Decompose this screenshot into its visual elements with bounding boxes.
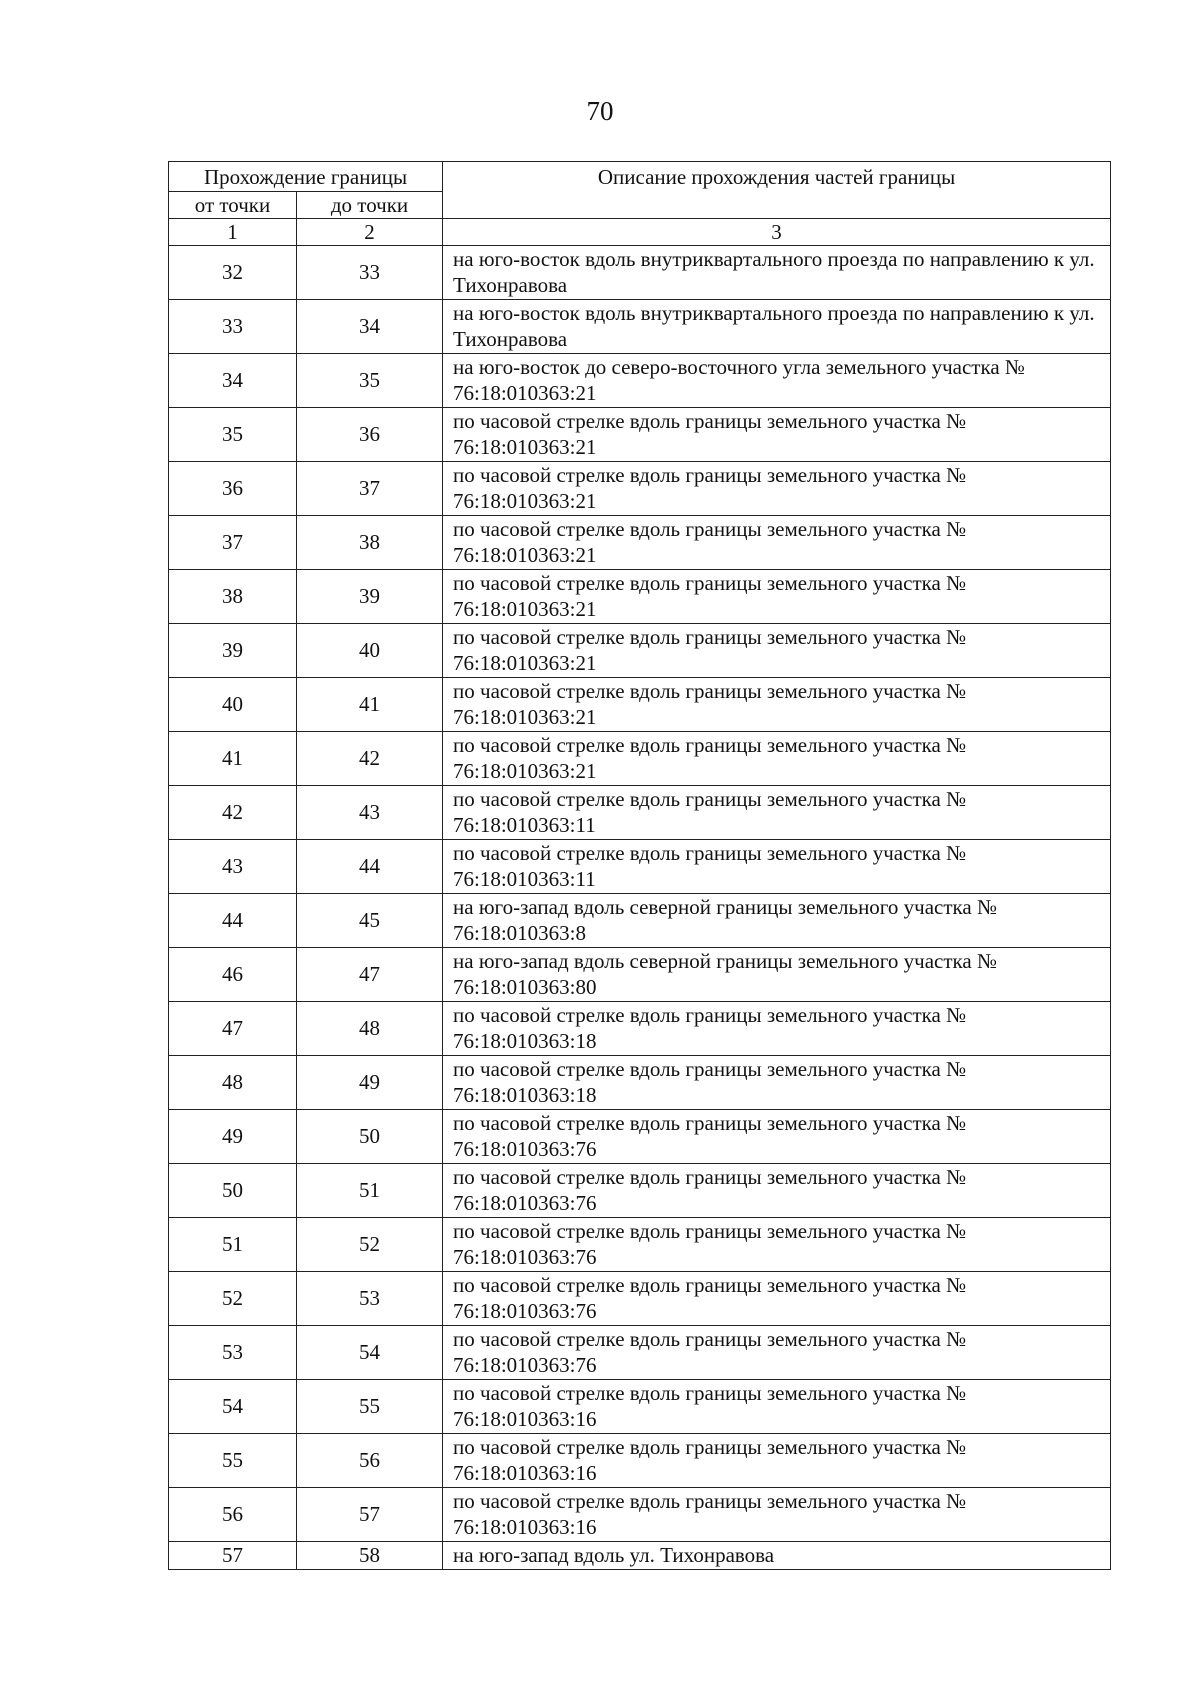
table-row	[169, 1434, 1111, 1488]
description-cell: по часовой стрелке вдоль границы земельного участка № 76:18:010363:11	[443, 786, 1111, 840]
description-cell: по часовой стрелке вдоль границы земельного участка № 76:18:010363:21	[443, 570, 1111, 624]
table-row	[169, 246, 1111, 300]
to-point-cell: 53	[297, 1272, 443, 1326]
from-point-cell: 42	[169, 786, 297, 840]
description-cell: на юго-запад вдоль северной границы земельного участка № 76:18:010363:80	[443, 948, 1111, 1002]
from-point-cell: 34	[169, 354, 297, 408]
table-row	[169, 1110, 1111, 1164]
table-row	[169, 678, 1111, 732]
table-row	[169, 1272, 1111, 1326]
from-point-cell: 56	[169, 1488, 297, 1542]
page-number: 70	[586, 96, 614, 126]
from-point-cell: 32	[169, 246, 297, 300]
description-cell: по часовой стрелке вдоль границы земельного участка № 76:18:010363:76	[443, 1326, 1111, 1380]
description-cell: по часовой стрелке вдоль границы земельного участка № 76:18:010363:16	[443, 1380, 1111, 1434]
table-row	[169, 1218, 1111, 1272]
to-point-cell: 58	[297, 1542, 443, 1570]
to-point-cell: 43	[297, 786, 443, 840]
header-row-numbers	[169, 219, 1111, 246]
to-point-cell: 45	[297, 894, 443, 948]
description-cell: на юго-запад вдоль северной границы земельного участка № 76:18:010363:8	[443, 894, 1111, 948]
boundary-table	[168, 161, 1111, 1570]
description-cell: по часовой стрелке вдоль границы земельного участка № 76:18:010363:21	[443, 678, 1111, 732]
table-row	[169, 462, 1111, 516]
description-cell: по часовой стрелке вдоль границы земельного участка № 76:18:010363:18	[443, 1056, 1111, 1110]
to-point-cell: 42	[297, 732, 443, 786]
header-to-point: до точки	[297, 192, 443, 219]
from-point-cell: 44	[169, 894, 297, 948]
to-point-cell: 38	[297, 516, 443, 570]
from-point-cell: 39	[169, 624, 297, 678]
header-passage: Прохождение границы	[169, 162, 443, 192]
to-point-cell: 47	[297, 948, 443, 1002]
to-point-cell: 36	[297, 408, 443, 462]
from-point-cell: 35	[169, 408, 297, 462]
to-point-cell: 44	[297, 840, 443, 894]
table-row	[169, 732, 1111, 786]
from-point-cell: 48	[169, 1056, 297, 1110]
description-cell: по часовой стрелке вдоль границы земельного участка № 76:18:010363:76	[443, 1218, 1111, 1272]
description-cell: по часовой стрелке вдоль границы земельного участка № 76:18:010363:76	[443, 1110, 1111, 1164]
description-cell: по часовой стрелке вдоль границы земельного участка № 76:18:010363:76	[443, 1272, 1111, 1326]
description-cell: по часовой стрелке вдоль границы земельного участка № 76:18:010363:76	[443, 1164, 1111, 1218]
description-cell: по часовой стрелке вдоль границы земельного участка № 76:18:010363:21	[443, 624, 1111, 678]
to-point-cell: 49	[297, 1056, 443, 1110]
to-point-cell: 35	[297, 354, 443, 408]
from-point-cell: 36	[169, 462, 297, 516]
table-row	[169, 300, 1111, 354]
column-number: 1	[169, 219, 297, 246]
table-row	[169, 1326, 1111, 1380]
to-point-cell: 50	[297, 1110, 443, 1164]
table-row	[169, 894, 1111, 948]
description-cell: по часовой стрелке вдоль границы земельного участка № 76:18:010363:16	[443, 1488, 1111, 1542]
description-cell: по часовой стрелке вдоль границы земельного участка № 76:18:010363:21	[443, 408, 1111, 462]
table-row	[169, 1056, 1111, 1110]
from-point-cell: 52	[169, 1272, 297, 1326]
header-row-top	[169, 162, 1111, 192]
from-point-cell: 57	[169, 1542, 297, 1570]
from-point-cell: 54	[169, 1380, 297, 1434]
from-point-cell: 49	[169, 1110, 297, 1164]
header-description: Описание прохождения частей границы	[443, 162, 1111, 219]
table-row	[169, 624, 1111, 678]
table-row	[169, 516, 1111, 570]
from-point-cell: 50	[169, 1164, 297, 1218]
to-point-cell: 37	[297, 462, 443, 516]
table-row	[169, 354, 1111, 408]
to-point-cell: 34	[297, 300, 443, 354]
to-point-cell: 41	[297, 678, 443, 732]
description-cell: на юго-восток вдоль внутриквартального проезда по направлению к ул. Тихонравова	[443, 300, 1111, 354]
column-number: 2	[297, 219, 443, 246]
to-point-cell: 52	[297, 1218, 443, 1272]
to-point-cell: 55	[297, 1380, 443, 1434]
from-point-cell: 38	[169, 570, 297, 624]
to-point-cell: 56	[297, 1434, 443, 1488]
description-cell: на юго-восток вдоль внутриквартального проезда по направлению к ул. Тихонравова	[443, 246, 1111, 300]
column-number: 3	[443, 219, 1111, 246]
from-point-cell: 40	[169, 678, 297, 732]
description-cell: по часовой стрелке вдоль границы земельного участка № 76:18:010363:11	[443, 840, 1111, 894]
to-point-cell: 48	[297, 1002, 443, 1056]
description-cell: по часовой стрелке вдоль границы земельного участка № 76:18:010363:16	[443, 1434, 1111, 1488]
table-row	[169, 1380, 1111, 1434]
to-point-cell: 54	[297, 1326, 443, 1380]
table-row	[169, 1488, 1111, 1542]
description-cell: по часовой стрелке вдоль границы земельного участка № 76:18:010363:21	[443, 732, 1111, 786]
to-point-cell: 51	[297, 1164, 443, 1218]
from-point-cell: 41	[169, 732, 297, 786]
from-point-cell: 55	[169, 1434, 297, 1488]
from-point-cell: 53	[169, 1326, 297, 1380]
from-point-cell: 37	[169, 516, 297, 570]
from-point-cell: 51	[169, 1218, 297, 1272]
table-body	[169, 246, 1111, 1570]
description-cell: по часовой стрелке вдоль границы земельного участка № 76:18:010363:21	[443, 516, 1111, 570]
to-point-cell: 40	[297, 624, 443, 678]
to-point-cell: 33	[297, 246, 443, 300]
header-from-point: от точки	[169, 192, 297, 219]
table-row	[169, 840, 1111, 894]
from-point-cell: 46	[169, 948, 297, 1002]
to-point-cell: 57	[297, 1488, 443, 1542]
table-row	[169, 786, 1111, 840]
description-cell: по часовой стрелке вдоль границы земельного участка № 76:18:010363:21	[443, 462, 1111, 516]
table-row	[169, 948, 1111, 1002]
from-point-cell: 43	[169, 840, 297, 894]
description-cell: на юго-восток до северо-восточного угла земельного участка № 76:18:010363:21	[443, 354, 1111, 408]
table-row	[169, 1542, 1111, 1570]
from-point-cell: 33	[169, 300, 297, 354]
table-row	[169, 1164, 1111, 1218]
table-row	[169, 570, 1111, 624]
description-cell: по часовой стрелке вдоль границы земельного участка № 76:18:010363:18	[443, 1002, 1111, 1056]
from-point-cell: 47	[169, 1002, 297, 1056]
table-row	[169, 1002, 1111, 1056]
table-row	[169, 408, 1111, 462]
to-point-cell: 39	[297, 570, 443, 624]
description-cell: на юго-запад вдоль ул. Тихонравова	[443, 1542, 1111, 1570]
